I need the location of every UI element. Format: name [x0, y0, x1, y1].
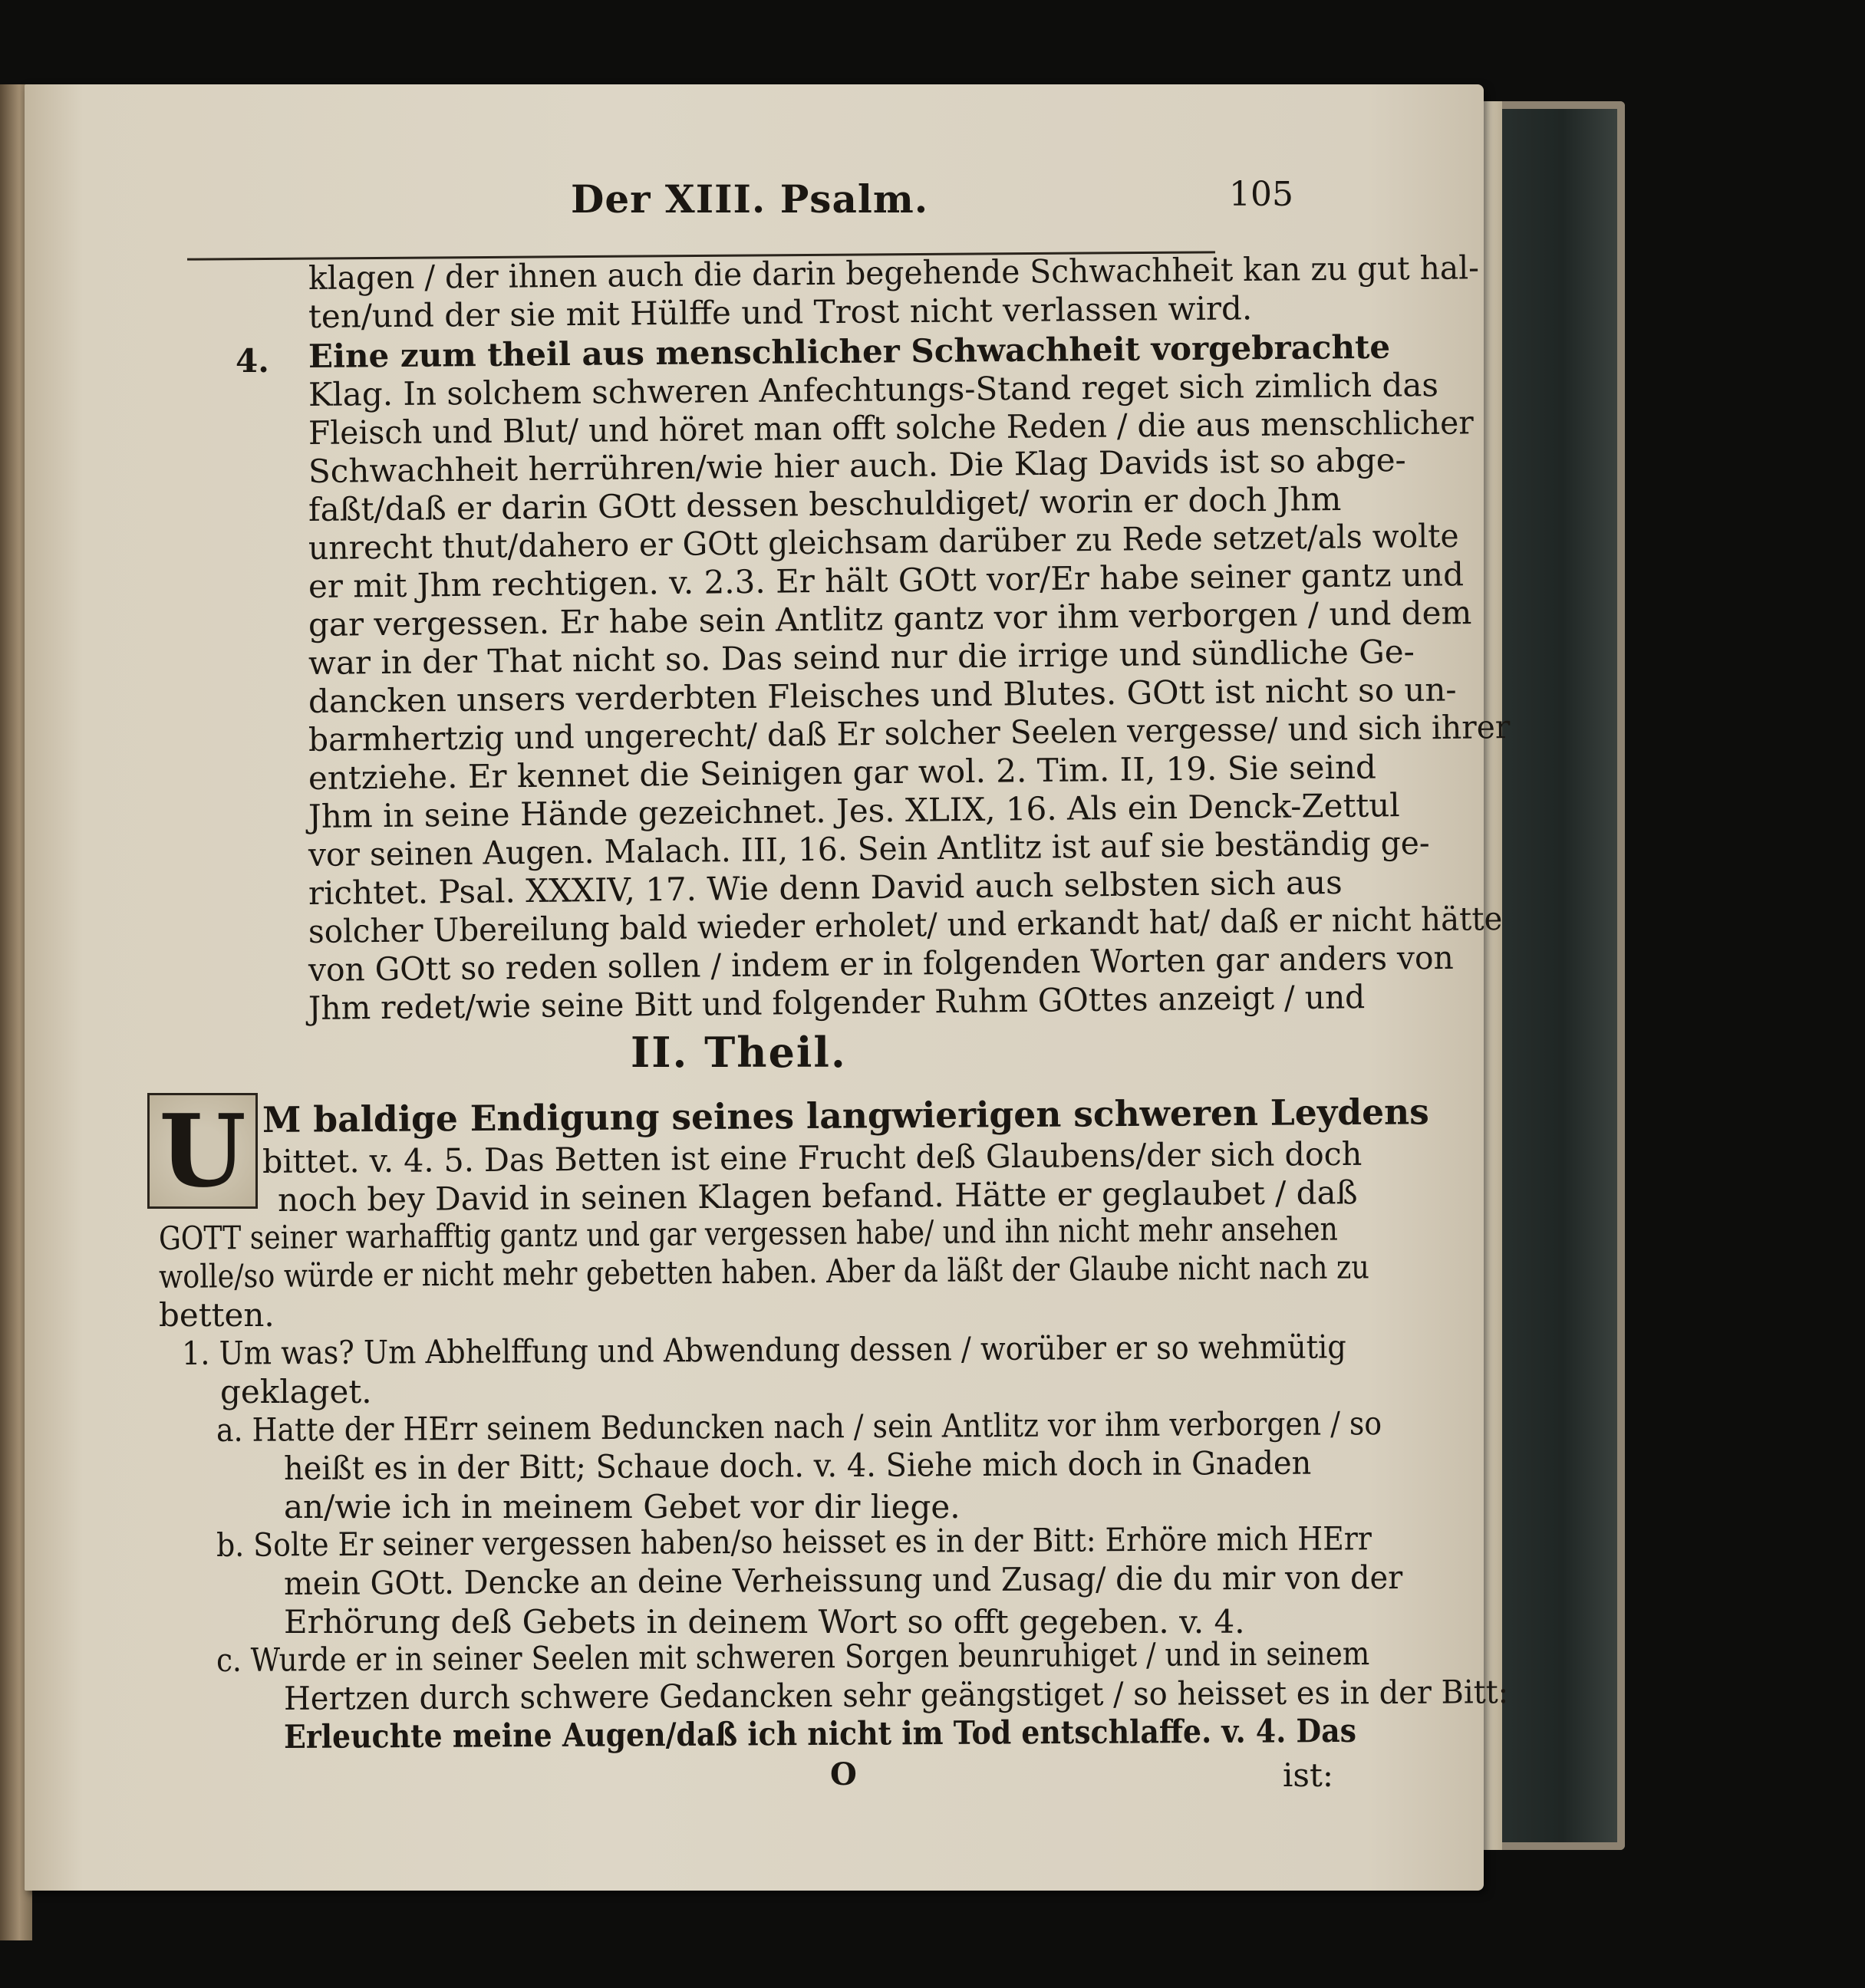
- catchword: ist:: [1283, 1756, 1334, 1794]
- text-line: c. Wurde er in seiner Seelen mit schweren Sorgen beunruhiget / und in seinem: [216, 1634, 1370, 1679]
- text-line: Jhm redet/wie seine Bitt und folgender Ruhm GOttes anzeigt / und: [308, 978, 1366, 1027]
- text-line: barmhertzig und ungerecht/ daß Er solcher Seelen vergesse/ und sich ihrer: [308, 708, 1511, 759]
- text-line: bittet. v. 4. 5. Das Betten ist eine Frucht deß Glaubens/der sich doch: [262, 1134, 1363, 1180]
- text-line: ten/und der sie mit Hülffe und Trost nicht verlassen wird.: [308, 289, 1253, 335]
- text-line: Erhörung deß Gebets in deinem Wort so offt gegeben. v. 4.: [284, 1603, 1245, 1641]
- text-line: Eine zum theil aus menschlicher Schwachheit vorgebrachte: [308, 327, 1391, 375]
- text-line: vor seinen Augen. Malach. III, 16. Sein Antlitz ist auf sie beständig ge-: [308, 824, 1430, 874]
- text-line: 1. Um was? Um Abhelffung und Abwendung dessen / worüber er so wehmütig: [181, 1328, 1346, 1372]
- text-line: heißt es in der Bitt; Schaue doch. v. 4. Siehe mich doch in Gnaden: [283, 1443, 1312, 1487]
- text-line: dancken unsers verderbten Fleisches und Blutes. GOtt ist nicht so un-: [308, 670, 1457, 720]
- text-line: b. Solte Er seiner vergessen haben/so heisset es in der Bitt: Erhöre mich HErr: [216, 1519, 1372, 1564]
- text-line: war in der That nicht so. Das seind nur die irrige und sündliche Ge-: [308, 632, 1415, 682]
- text-line: an/wie ich in meinem Gebet vor dir liege.: [284, 1488, 961, 1526]
- text-line: von GOtt so reden sollen / indem er in folgenden Worten gar anders von: [308, 938, 1454, 989]
- text-line: er mit Jhm rechtigen. v. 2.3. Er hält GOtt vor/Er habe seiner gantz und: [308, 555, 1465, 605]
- text-line: gar vergessen. Er habe sein Antlitz gantz vor ihm verborgen / und dem: [308, 594, 1472, 643]
- signature-mark: O: [830, 1756, 857, 1792]
- page-block-edge: [1481, 101, 1502, 1850]
- text-line: Klag. In solchem schweren Anfechtungs-Stand reget sich zimlich das: [308, 366, 1439, 413]
- text-line: Erleuchte meine Augen/daß ich nicht im Tod entschlaffe. v. 4. Das: [283, 1711, 1357, 1756]
- text-line: Hertzen durch schwere Gedancken sehr geängstiget / so heisset es in der Bitt:: [283, 1673, 1509, 1717]
- text-line: mein GOtt. Dencke an deine Verheissung und Zusag/ die du mir von der: [283, 1558, 1403, 1602]
- text-line: faßt/daß er darin GOtt dessen beschuldiget/ worin er doch Jhm: [308, 479, 1342, 528]
- text-line: betten.: [159, 1296, 275, 1334]
- text-line: Jhm in seine Hände gezeichnet. Jes. XLIX, 16. Als ein Denck-Zettul: [308, 786, 1400, 835]
- item-marker: 4.: [236, 342, 269, 380]
- page-number: 105: [1229, 175, 1293, 214]
- book-page: [25, 84, 1511, 1891]
- text-line: geklaget.: [220, 1373, 372, 1410]
- running-title: Der XIII. Psalm.: [571, 176, 929, 222]
- text-line: wolle/so würde er nicht mehr gebetten haben. Aber da läßt der Glaube nicht nach zu: [158, 1248, 1369, 1295]
- text-line: klagen / der ihnen auch die darin begehende Schwachheit kan zu gut hal-: [308, 248, 1480, 297]
- text-line: noch bey David in seinen Klagen befand. Hätte er geglaubet / daß: [277, 1173, 1358, 1219]
- text-line: solcher Ubereilung bald wieder erholet/ und erkandt hat/ daß er nicht hätte: [308, 900, 1503, 950]
- text-line: a. Hatte der HErr seinem Beduncken nach / sein Antlitz vor ihm verborgen / so: [216, 1404, 1382, 1449]
- drop-cap: U: [147, 1093, 258, 1209]
- text-line: Schwachheit herrühren/wie hier auch. Die Klag Davids ist so abge-: [308, 441, 1406, 490]
- book-cover-board: [1481, 101, 1625, 1850]
- text-line: Fleisch und Blut/ und höret man offt solche Reden / die aus menschlicher: [308, 403, 1474, 452]
- text-line: M baldige Endigung seines langwierigen schweren Leydens: [262, 1091, 1430, 1140]
- text-line: richtet. Psal. XXXIV, 17. Wie denn David auch selbsten sich aus: [308, 863, 1343, 912]
- text-line: GOTT seiner warhafftig gantz und gar vergessen habe/ und ihn nicht mehr ansehen: [158, 1210, 1339, 1257]
- text-line: entziehe. Er kennet die Seinigen gar wol. 2. Tim. II, 19. Sie seind: [308, 748, 1377, 797]
- section-heading: II. Theil.: [631, 1028, 847, 1077]
- text-line: unrecht thut/dahero er GOtt gleichsam darüber zu Rede setzet/als wolte: [308, 516, 1459, 567]
